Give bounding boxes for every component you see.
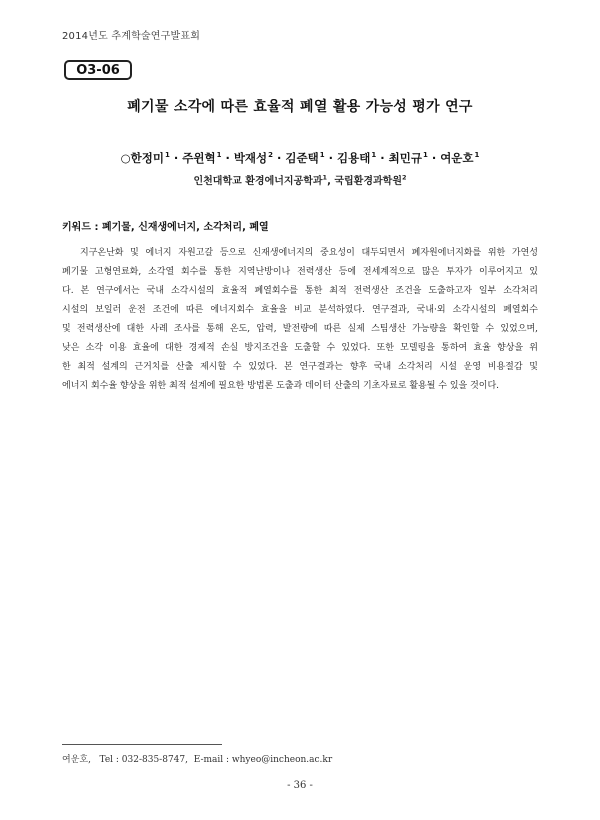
affiliation-list	[0, 172, 600, 187]
abstract-body	[62, 244, 538, 396]
affiliation-name: 국립환경과학원	[334, 176, 402, 187]
author-affiliation-mark: 1	[371, 151, 377, 160]
author-name: 주윈혁	[182, 151, 216, 165]
author-separator: ·	[273, 151, 286, 165]
page-number: - 36 -	[287, 780, 313, 791]
paper-code-badge: O3-06	[64, 60, 132, 80]
author-name: ○한정미	[120, 151, 164, 165]
author-affiliation-mark: 2	[268, 151, 274, 160]
abstract-line: 한 최적 설계의 근거치를 산출 제시할 수 있었다. 본 연구결과는 향후 국내 소각처리 시설 운영 비용절감 및	[62, 362, 538, 372]
author-name: 여운호	[440, 151, 474, 165]
author-separator: ·	[221, 151, 234, 165]
affiliation-mark: 1	[322, 173, 328, 182]
abstract-line: 다. 본 연구에서는 국내 소각시설의 효율적 폐열회수를 통한 최적 전력생산 조건을 도출하고자 일부 소각처리	[62, 286, 538, 296]
affiliation-mark: 2	[401, 173, 407, 182]
author-affiliation-mark: 1	[216, 151, 222, 160]
footnote-divider	[62, 744, 222, 745]
author-name: 김준택	[285, 151, 319, 165]
conference-header: 2014년도 추계학술연구발표회	[62, 31, 201, 42]
abstract-line: 낮은 소각 이용 효율에 대한 경제적 손실 방지조건을 도출할 수 있었다. 또한 모델링을 통하여 효율 향상을 위	[62, 343, 538, 353]
author-affiliation-mark: 1	[164, 151, 170, 160]
keywords-line: 키워드 : 폐기물, 신재생에너지, 소각처리, 폐열	[62, 222, 269, 233]
author-affiliation-mark: 1	[474, 151, 480, 160]
abstract-line: 지구온난화 및 에너지 자원고갈 등으로 신재생에너지의 중요성이 대두되면서 폐자원에너지화를 위한 가연성	[80, 248, 538, 258]
author-list	[0, 150, 600, 166]
author-name: 박재성	[233, 151, 268, 165]
abstract-line: 시설의 보일러 운전 조건에 따른 에너지회수 효율을 비교 분석하였다. 연구결과, 국내·외 소각시설의 폐열회수	[62, 305, 538, 315]
author-name: 김용태	[337, 151, 371, 165]
affiliation-name: 인천대학교 환경에너지공학과	[193, 176, 323, 187]
author-separator: ·	[324, 151, 338, 165]
abstract-line: 폐기물 고형연료화, 소각열 회수를 통한 지역난방이나 전력생산 등에 전세계적으로 많은 투자가 이루어지고 있	[62, 267, 538, 277]
author-name: 최민규	[388, 151, 422, 165]
abstract-line: 및 전력생산에 대한 사례 조사를 통해 온도, 압력, 발전량에 따른 실제 스팀생산 가능량을 확인할 수 있었으며,	[62, 324, 538, 334]
author-affiliation-mark: 1	[422, 151, 428, 160]
author-affiliation-mark: 1	[319, 151, 325, 160]
affiliation-separator: ,	[327, 176, 335, 187]
author-separator: ·	[169, 151, 183, 165]
paper-title: 폐기물 소각에 따른 효율적 폐열 활용 가능성 평가 연구	[127, 99, 473, 115]
corresponding-author-footnote: 여운호, Tel : 032-835-8747, E-mail : whyeo@incheon.ac.kr	[62, 755, 333, 765]
author-separator: ·	[376, 151, 389, 165]
author-separator: ·	[427, 151, 441, 165]
abstract-line: 에너지 회수율 향상을 위한 최적 설계에 필요한 방법론 도출과 데이터 산출의 기초자료로 활용될 수 있을 것이다.	[62, 381, 500, 391]
